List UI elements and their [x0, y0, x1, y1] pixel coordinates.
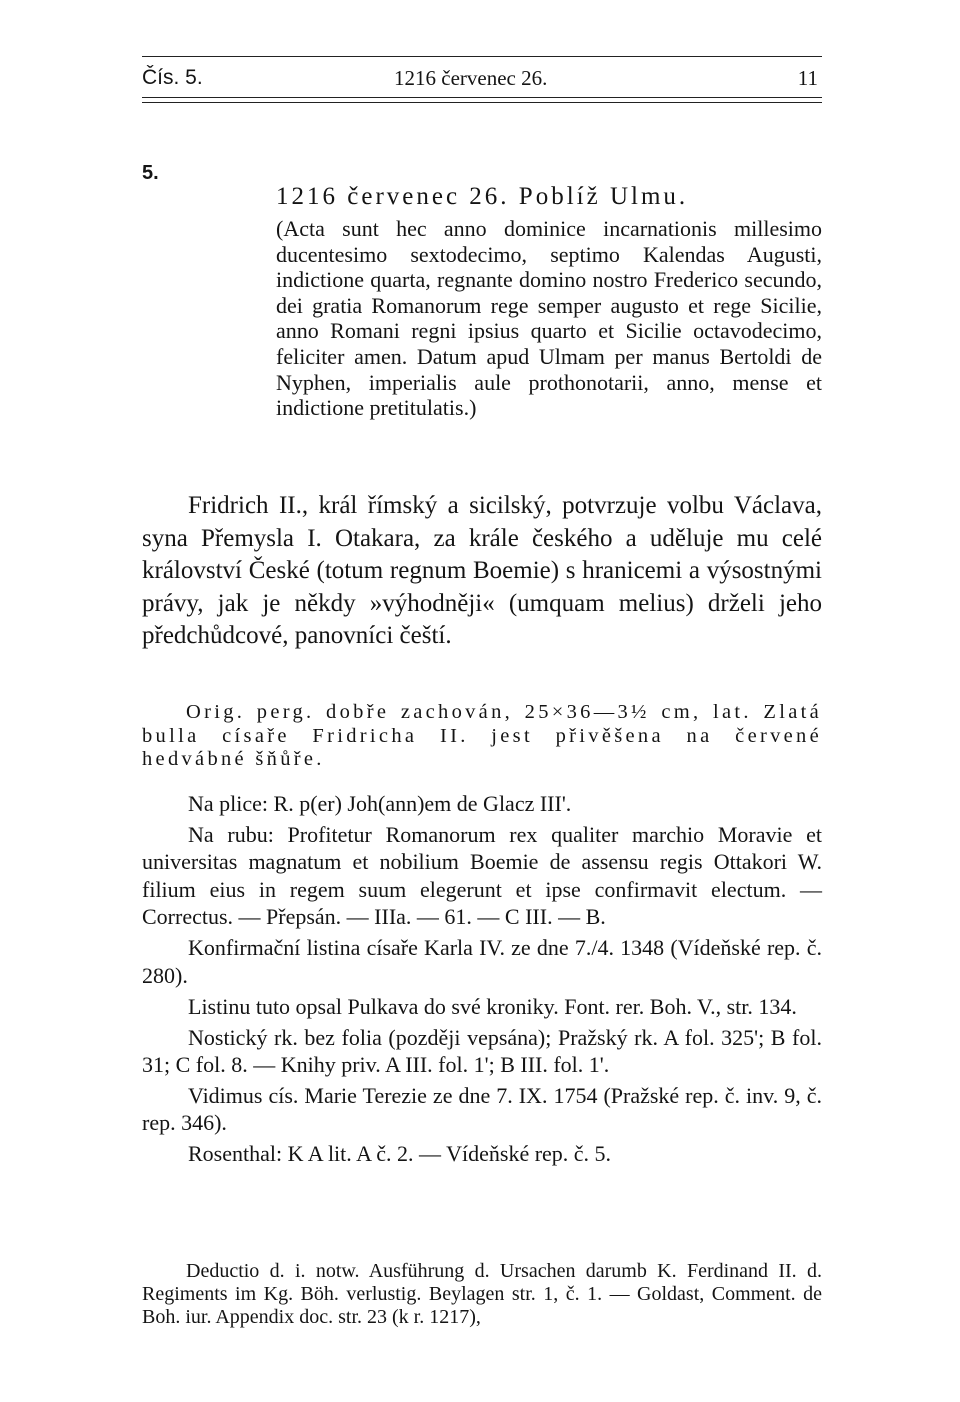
- running-head: [142, 62, 822, 92]
- note-pulkava: Listinu tuto opsal Pulkava do své kroniky. Font. rer. Boh. V., str. 134.: [188, 993, 797, 1019]
- note-rosenthal: Rosenthal: K A lit. A č. 2. — Vídeňské rep. č. 5.: [188, 1141, 612, 1167]
- header-rule-top: [142, 56, 822, 57]
- latin-dating-clause: (Acta sunt hec anno dominice incarnationis millesimo ducentesimo sextodecimo, septimo Kalendas Augusti, indictione quarta, regnante domino nostro Frederico secundo, dei gratia Romanorum rege semper augusto et rege Sicilie, anno Romani regni ipsius quarto et Sicilie octavodecimo, feliciter amen. Datum apud Ulmam per manus Bertoldi de Nyphen, imperialis aule prothonotarii, anno, mense et indictione pretitulatis.): [276, 216, 822, 421]
- note-dorse: Na rubu: Profitetur Romanorum rex qualiter marchio Moravie et universitas magnatum et nobilium Boemie de assensu regis Ottakori W. filium eius in regem suum elegerunt et ipse confirmavit electum. — Correctus. — Přepsán. — IIIa. — 61. — C III. — B.: [142, 822, 822, 930]
- running-head-date: 1216 červenec 26.: [394, 66, 548, 90]
- regest-summary: Fridrich II., král římský a sicilský, potvrzuje volbu Václava, syna Přemysla I. Otakara, za krále českého a uděluje mu celé království České (totum regnum Boemie) s hranicemi a výsostnými právy, jak je někdy »výhodněji« (umquam melius) drželi jeho předchůdcové, panovníci čeští.: [142, 492, 822, 650]
- date-place-text: 1216 červenec 26. Poblíž Ulmu.: [276, 183, 689, 210]
- original-description: Orig. perg. dobře zachován, 25×36—3½ cm, lat. Zlatá bulla císaře Fridricha II. jest přivěšena na červené hedvábné šňůře.: [142, 701, 822, 770]
- running-head-document-number: Čís. 5.: [142, 66, 203, 89]
- note-vidimus: Vidimus cís. Marie Terezie ze dne 7. IX. 1754 (Pražské rep. č. inv. 9, č. rep. 346).: [142, 1083, 822, 1136]
- document-number: 5.: [142, 162, 159, 184]
- bibliography-footnote: Deductio d. i. notw. Ausführung d. Ursachen darumb K. Ferdinand II. d. Regiments im Kg. Böh. verlustig. Beylagen str. 1, č. 1. — Goldast, Comment. de Boh. iur. Appendix doc. str. 23 (k r. 1217),: [142, 1260, 822, 1328]
- page-number: 11: [797, 66, 818, 90]
- note-confirmation: Konfirmační listina císaře Karla IV. ze dne 7./4. 1348 (Vídeňské rep. č. 280).: [142, 935, 822, 988]
- archival-notes: [142, 790, 822, 1171]
- header-rule-bottom: [142, 102, 822, 103]
- note-plica: Na plice: R. p(er) Joh(ann)em de Glacz III'.: [188, 791, 572, 816]
- header-rule-middle: [142, 97, 822, 98]
- date-place-heading: [276, 180, 822, 214]
- note-manuscripts: Nostický rk. bez folia (později vepsána); Pražský rk. A fol. 325'; B fol. 31; C fol. 8. — Knihy priv. A III. fol. 1'; B III. fol. 1'.: [142, 1024, 822, 1078]
